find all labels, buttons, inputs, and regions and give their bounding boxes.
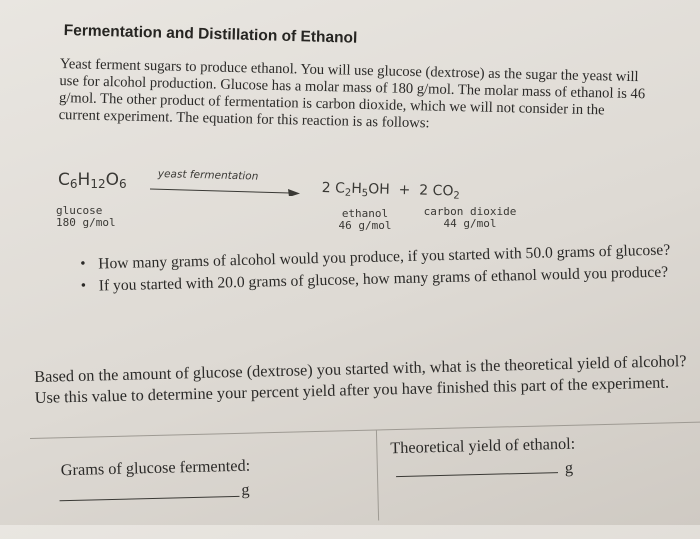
glucose-name: glucose <box>56 204 103 217</box>
glucose-unit: g <box>241 479 250 499</box>
theoretical-yield-blank[interactable] <box>396 472 558 477</box>
formula-c: C <box>58 170 70 190</box>
co2-o-sub: 2 <box>453 190 460 202</box>
products-formula <box>322 180 461 202</box>
ethanol-h-sub: 5 <box>361 188 369 200</box>
ethanol-name: ethanol <box>341 207 389 220</box>
bullet-icon: • <box>80 255 86 272</box>
formula-o: O <box>105 170 119 190</box>
answer-table <box>30 421 700 539</box>
question-text: How many grams of alcohol would you produce, if you started with 50.0 grams of glucose? <box>98 241 671 273</box>
ethanol-c-sub: 2 <box>344 187 352 199</box>
formula-h-sub: 12 <box>90 177 106 191</box>
page-title: Fermentation and Distillation of Ethanol <box>63 22 358 47</box>
theoretical-yield-paragraph: Based on the amount of glucose (dextrose) you started with, what is the theoretical yield of alcohol? Use this value to determine your percent yield after you have finished this part of the experiment. <box>34 351 687 407</box>
table-divider <box>376 431 379 521</box>
ethanol-c: C <box>334 180 346 197</box>
glucose-formula <box>58 170 127 191</box>
ethanol-label <box>330 208 400 232</box>
co2-label <box>420 206 520 230</box>
intro-paragraph: Yeast ferment sugars to produce ethanol. You will use glucose (dextrose) as the sugar the yeast will use for alcohol production. Glucose has a molar mass of 180 g/mol. The molar mass of ethanol is 46 g/mol. The other product of fermentation is carbon dioxide, which we will not consider in the current experiment. The equation for this reaction is as follows: <box>58 56 646 132</box>
co2-coefficient: 2 <box>419 182 429 199</box>
glucose-mass: 180 g/mol <box>56 216 116 229</box>
ethanol-mass: 46 g/mol <box>338 219 392 232</box>
formula-h: H <box>77 170 91 190</box>
co2-name: carbon dioxide <box>423 205 517 218</box>
ethanol-unit: g <box>564 457 574 477</box>
question-text: If you started with 20.0 grams of glucose, how many grams of ethanol would you produce? <box>98 263 669 295</box>
co2-mass: 44 g/mol <box>443 217 497 230</box>
question-list <box>78 240 699 299</box>
ethanol-oh: OH <box>368 181 390 198</box>
formula-c-sub: 6 <box>69 177 78 191</box>
co2-co: CO <box>432 182 454 200</box>
ethanol-coefficient: 2 <box>321 180 331 197</box>
arrow-label: yeast fermentation <box>157 168 259 183</box>
glucose-fermented-blank[interactable] <box>60 496 240 501</box>
theoretical-yield-label: Theoretical yield of ethanol: <box>390 433 576 458</box>
ethanol-h: H <box>351 180 363 198</box>
plus-sign: + <box>398 182 411 199</box>
reaction-arrow-icon <box>150 184 300 196</box>
bullet-icon: • <box>80 277 87 294</box>
formula-o-sub: 6 <box>118 177 127 191</box>
glucose-fermented-label: Grams of glucose fermented: <box>60 455 251 480</box>
glucose-label <box>56 205 116 229</box>
